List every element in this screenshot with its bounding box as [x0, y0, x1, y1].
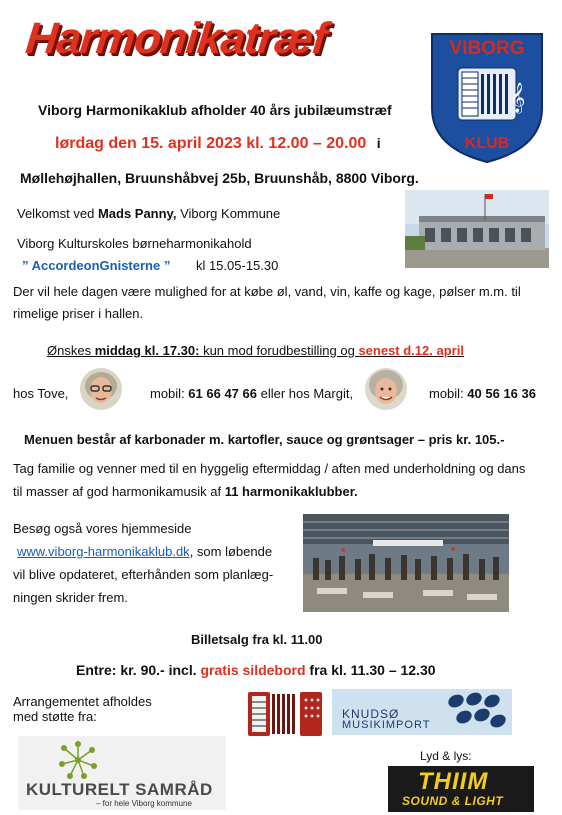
lyd-lys-label: Lyd & lys: [420, 749, 472, 763]
dinner-prefix: Ønskes [47, 343, 95, 358]
knudsoe-notes-icon [442, 689, 512, 735]
welcome-suffix: Viborg Kommune [176, 206, 281, 221]
ticket-sale-text: Billetsalg fra kl. 11.00 [191, 632, 323, 647]
tove-photo [80, 368, 122, 410]
family-line2 [13, 484, 358, 499]
margit-photo [365, 368, 407, 410]
website-line2-suffix: , som løbende [189, 544, 273, 559]
kulturelt-sub-text: – for hele Viborg kommune [96, 799, 192, 808]
dinner-time: middag kl. 17.30: [94, 343, 200, 358]
support-line2: med støtte fra: [13, 709, 97, 724]
website-line3: vil blive opdateret, efterhånden som planlæg- [13, 567, 274, 582]
mobil2-label: mobil: [429, 386, 468, 401]
dinner-deadline: senest d.12. april [358, 343, 464, 358]
website-line4: ningen skrider frem. [13, 590, 128, 605]
logo-top-text: VIBORG [449, 38, 525, 59]
mobil2-number: 40 56 16 36 [467, 386, 536, 401]
buy-text-line1: Der vil hele dagen være mulighed for at købe øl, vand, vin, kaffe og kage, pølser m.m. til [13, 284, 521, 299]
welcome-name: Mads Panny, [97, 206, 177, 221]
welcome-prefix: Velkomst ved [17, 206, 98, 221]
kulturelt-samraad-logo [18, 736, 226, 810]
dinner-middle: kun mod forudbestilling og [199, 343, 359, 358]
contact-tove-label: hos Tove, [13, 386, 69, 401]
thiim-main-text: THIIM [418, 768, 489, 795]
logo-bottom-text: KLUB [464, 135, 510, 152]
svg-text:𝄞: 𝄞 [510, 83, 526, 113]
knudsoe-line1: KNUDSØ [342, 707, 400, 721]
intro-text: Viborg Harmonikaklub afholder 40 års jubilæumstræf [38, 102, 392, 118]
kulturelt-star-icon [58, 740, 98, 780]
mobil1-number: 61 66 47 66 [188, 386, 257, 401]
date-suffix: i [376, 135, 381, 151]
contact-mobil2-line [429, 386, 536, 401]
dinner-line [47, 343, 464, 358]
concert-photo [303, 514, 509, 612]
welcome-line [17, 206, 280, 221]
kids-orchestra-name-line [22, 258, 278, 273]
website-link[interactable]: www.viborg-harmonikaklub.dk [17, 544, 190, 559]
hall-photo [405, 190, 549, 268]
event-date: lørdag den 15. april 2023 kl. 12.00 – 20.00 [55, 135, 367, 152]
venue-text: Møllehøjhallen, Bruunshåbvej 25b, Bruunshåb, 8800 Viborg. [20, 170, 419, 186]
family-line1: Tag familie og venner med til en hyggelig eftermiddag / aften med underholdning og dans [13, 461, 526, 476]
menu-text: Menuen består af karbonader m. kartofler, sauce og grøntsager – pris kr. 105.- [24, 432, 505, 447]
kids-orchestra-line: Viborg Kulturskoles børneharmonikahold [17, 236, 252, 251]
contact-or-margit: eller hos Margit, [256, 386, 354, 401]
kids-orchestra-name: ” AccordeonGnisterne ” [22, 258, 171, 273]
thiim-sub-text: SOUND & LIGHT [402, 794, 504, 808]
kulturelt-main-text: KULTURELT SAMRÅD [26, 780, 213, 799]
page-title: Harmonikatræf [23, 14, 329, 63]
knudsoe-musikimport-logo [332, 689, 512, 735]
website-line2 [17, 544, 272, 559]
entry-free-herring: gratis sildebord [200, 662, 306, 678]
contact-mobil1-line [150, 386, 353, 401]
kids-orchestra-time: kl 15.05-15.30 [195, 258, 279, 273]
mobil1-label: mobil: [150, 386, 189, 401]
buy-text-line2: rimelige priser i hallen. [13, 306, 144, 321]
family-club-count: 11 harmonikaklubber. [224, 484, 358, 499]
entry-suffix: fra kl. 11.30 – 12.30 [305, 662, 436, 678]
family-line2-prefix: til masser af god harmonikamusik af [13, 484, 225, 499]
thiim-logo [388, 766, 534, 812]
website-line1: Besøg også vores hjemmeside [13, 521, 192, 536]
entry-line [76, 662, 436, 678]
entry-prefix: Entre: kr. 90.- incl. [76, 662, 201, 678]
viborg-harmonikaklub-logo [428, 30, 546, 165]
accordion-image [246, 688, 324, 740]
support-line1: Arrangementet afholdes [13, 694, 152, 709]
knudsoe-line2: MUSIKIMPORT [342, 719, 431, 731]
date-line [55, 135, 381, 153]
